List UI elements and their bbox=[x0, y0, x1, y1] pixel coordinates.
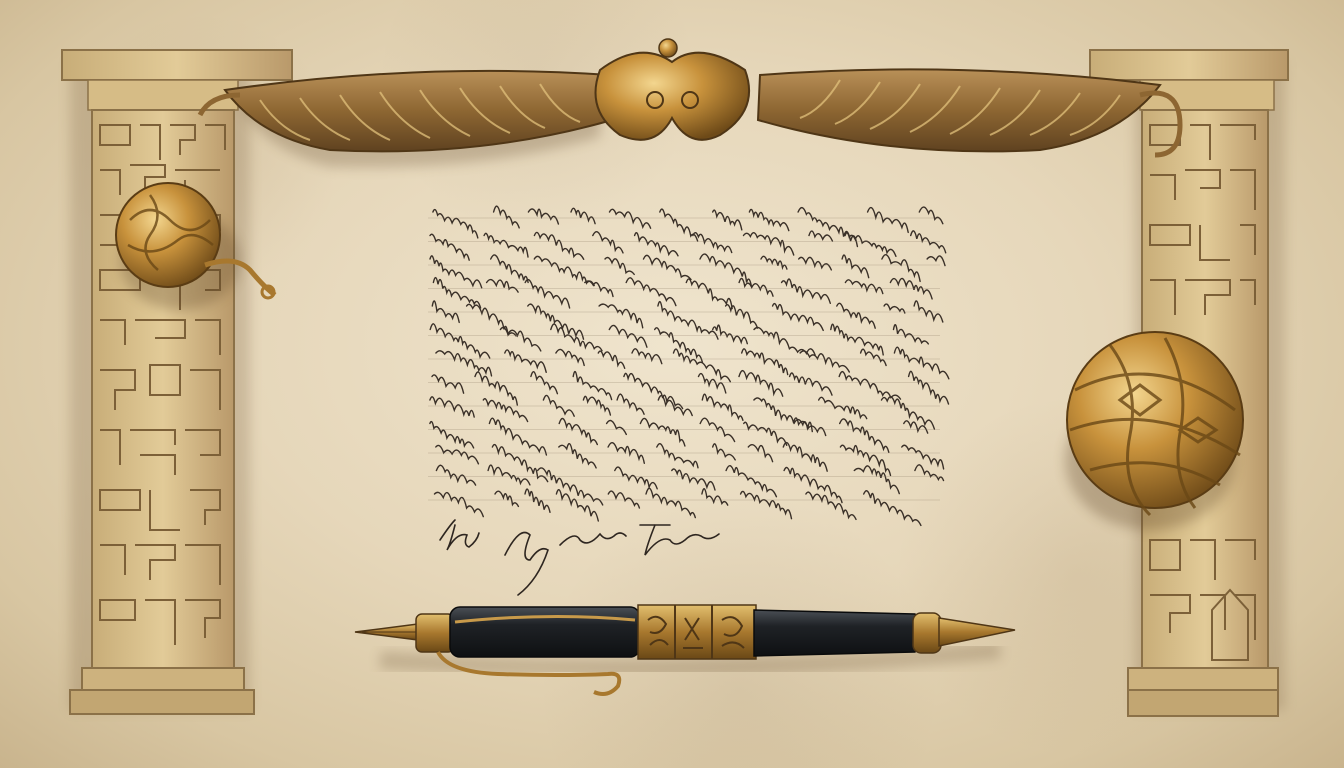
pen-cap-ring bbox=[913, 613, 941, 653]
left-pillar-base-lower bbox=[70, 690, 254, 714]
signature-stroke-1 bbox=[505, 533, 548, 596]
winged-crest-ornament bbox=[200, 39, 1180, 168]
letter-line bbox=[430, 324, 939, 362]
pen-cap bbox=[754, 610, 920, 656]
signature-stroke-3 bbox=[640, 525, 719, 555]
right-pillar-base-lower bbox=[1128, 690, 1278, 716]
letter-lines bbox=[430, 206, 965, 525]
letter-line bbox=[433, 206, 951, 246]
letter-line bbox=[430, 394, 943, 431]
letter-line bbox=[435, 488, 936, 525]
left-pillar-capital bbox=[62, 50, 292, 80]
pen-grip bbox=[416, 614, 454, 652]
letter-line bbox=[432, 301, 955, 339]
right-wing bbox=[758, 69, 1160, 151]
letter-line bbox=[436, 347, 965, 382]
handwritten-letter bbox=[428, 206, 964, 525]
pen-finial bbox=[939, 618, 1015, 646]
letter-line bbox=[436, 465, 954, 505]
right-golden-orb bbox=[1065, 332, 1243, 530]
crest-center-scroll bbox=[596, 53, 750, 140]
signature-initial bbox=[440, 520, 479, 550]
left-pillar bbox=[62, 50, 292, 714]
signature bbox=[440, 520, 719, 595]
left-golden-orb bbox=[116, 183, 275, 310]
letter-line bbox=[433, 278, 947, 309]
letter-line bbox=[430, 418, 936, 455]
left-orb-sphere bbox=[116, 183, 220, 287]
crest-finial bbox=[659, 39, 677, 57]
signature-stroke-2 bbox=[560, 533, 626, 545]
letter-line bbox=[432, 371, 961, 409]
left-pillar-neck bbox=[88, 80, 238, 110]
right-pillar-base-upper bbox=[1128, 668, 1278, 690]
fountain-pen bbox=[355, 605, 1015, 694]
right-pillar-capital bbox=[1090, 50, 1288, 80]
pen-barrel bbox=[450, 607, 640, 657]
left-pillar-base-upper bbox=[82, 668, 244, 690]
